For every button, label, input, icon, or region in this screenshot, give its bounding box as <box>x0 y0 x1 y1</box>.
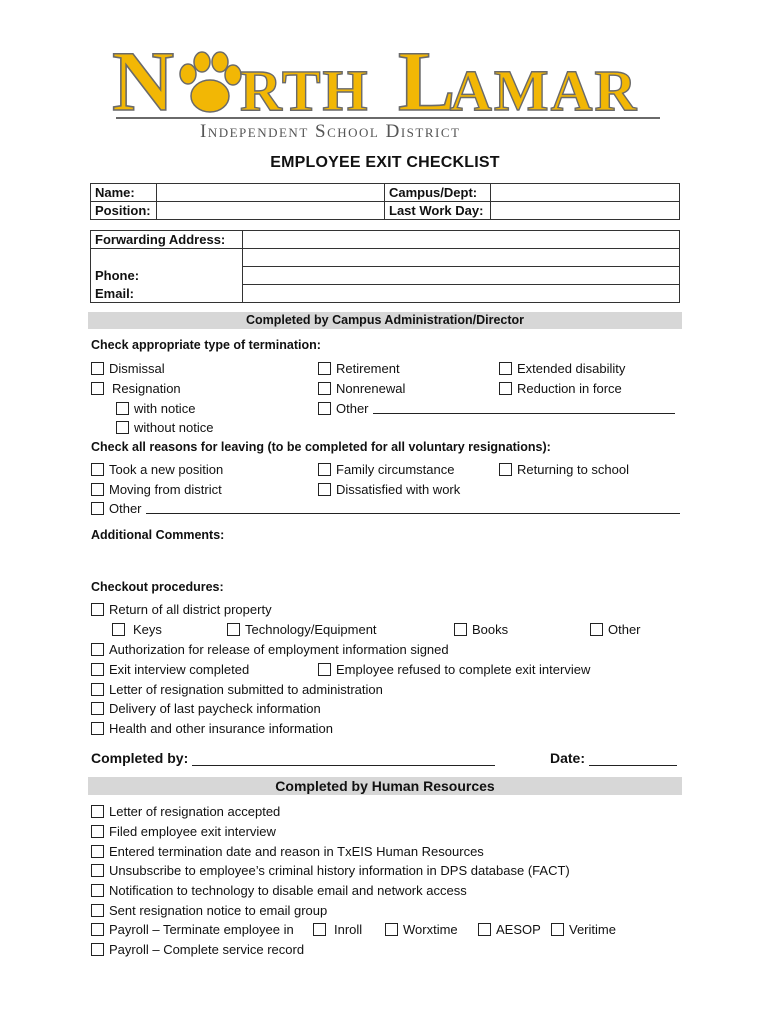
option-authorization[interactable] <box>91 642 449 657</box>
checkbox[interactable] <box>499 382 512 395</box>
option-label: Other <box>336 401 369 416</box>
checkbox[interactable] <box>112 623 125 636</box>
option-technology[interactable] <box>227 622 377 637</box>
checkbox[interactable] <box>551 923 564 936</box>
section-campus-admin: Completed by Campus Administration/Director <box>88 312 682 329</box>
completed-by <box>91 750 495 766</box>
checkbox[interactable] <box>91 702 104 715</box>
option-refused-interview[interactable] <box>318 662 590 677</box>
position-label: Position: <box>91 202 157 220</box>
district-logo <box>108 38 668 142</box>
option-label: Return of all district property <box>109 602 272 617</box>
option-label: Filed employee exit interview <box>109 824 276 839</box>
campus-label: Campus/Dept: <box>385 184 491 202</box>
option-new-position[interactable] <box>91 462 223 477</box>
completed-by-line[interactable] <box>192 753 495 766</box>
option-letter-accepted[interactable] <box>91 804 280 819</box>
checkbox[interactable] <box>499 463 512 476</box>
checkbox[interactable] <box>499 362 512 375</box>
checkbox[interactable] <box>91 864 104 877</box>
option-label: Keys <box>133 622 162 637</box>
option-nonrenewal[interactable] <box>318 381 405 396</box>
option-label: Returning to school <box>517 462 630 477</box>
option-label: Books <box>472 622 509 637</box>
checkbox[interactable] <box>91 463 104 476</box>
checkbox[interactable] <box>91 643 104 656</box>
checkbox[interactable] <box>91 483 104 496</box>
option-payroll-complete[interactable] <box>91 942 304 957</box>
option-label: Dissatisfied with work <box>336 482 461 497</box>
contact-info-table <box>90 230 680 303</box>
checkbox[interactable] <box>478 923 491 936</box>
checkbox[interactable] <box>116 421 129 434</box>
option-label: Letter of resignation accepted <box>109 804 281 819</box>
option-worxtime[interactable] <box>385 922 458 937</box>
checkbox[interactable] <box>385 923 398 936</box>
date-label: Date: <box>550 750 586 766</box>
option-resignation[interactable] <box>91 381 181 396</box>
checkbox[interactable] <box>227 623 240 636</box>
option-label: Payroll – Complete service record <box>109 942 305 957</box>
checkbox[interactable] <box>318 483 331 496</box>
option-label: Reduction in force <box>517 381 622 396</box>
checkbox[interactable] <box>318 402 331 415</box>
other-termination-line[interactable] <box>373 403 675 414</box>
forwarding-field[interactable] <box>243 231 680 249</box>
option-reduction-in-force[interactable] <box>499 381 622 396</box>
option-label: Retirement <box>336 361 400 376</box>
option-other-property[interactable] <box>590 622 641 637</box>
option-unsubscribe-dps[interactable] <box>91 863 570 878</box>
checkbox[interactable] <box>454 623 467 636</box>
option-last-paycheck[interactable] <box>91 701 321 716</box>
checkbox[interactable] <box>318 663 331 676</box>
reasons-heading: Check all reasons for leaving (to be completed for all voluntary resignations): <box>91 440 551 454</box>
option-label: Authorization for release of employment information signed <box>109 642 449 657</box>
name-label: Name: <box>91 184 157 202</box>
option-filed-interview[interactable] <box>91 824 276 839</box>
checkbox[interactable] <box>313 923 326 936</box>
option-entered-txeis[interactable] <box>91 844 484 859</box>
date <box>550 750 677 766</box>
checkbox[interactable] <box>91 884 104 897</box>
email-label: Email: <box>91 285 243 303</box>
campus-field[interactable] <box>491 184 680 202</box>
checkbox[interactable] <box>91 825 104 838</box>
option-label: Employee refused to complete exit interview <box>336 662 591 677</box>
checkout-heading: Checkout procedures: <box>91 580 224 594</box>
option-with-notice[interactable] <box>116 401 195 416</box>
phone-label: Phone: <box>91 267 243 285</box>
option-extended-disability[interactable] <box>499 361 625 376</box>
position-field[interactable] <box>157 202 385 220</box>
option-label: Dismissal <box>109 361 165 376</box>
option-letter-submitted[interactable] <box>91 682 383 697</box>
svg-text:AMAR: AMAR <box>450 58 639 123</box>
section-human-resources: Completed by Human Resources <box>88 777 682 795</box>
option-label: Worxtime <box>403 922 458 937</box>
option-keys[interactable] <box>112 622 162 637</box>
option-label: Entered termination date and reason in TxEIS Human Resources <box>109 844 484 859</box>
option-inroll[interactable] <box>313 922 362 937</box>
completed-by-label: Completed by: <box>91 750 189 766</box>
checkbox[interactable] <box>318 382 331 395</box>
last-day-label: Last Work Day: <box>385 202 491 220</box>
option-label: Took a new position <box>109 462 224 477</box>
option-label: Moving from district <box>109 482 222 497</box>
option-label: without notice <box>134 420 214 435</box>
option-notify-technology[interactable] <box>91 883 467 898</box>
phone-field[interactable] <box>243 267 680 285</box>
option-dismissal[interactable] <box>91 361 165 376</box>
option-family-circumstance[interactable] <box>318 462 454 477</box>
option-insurance[interactable] <box>91 721 333 736</box>
option-label: Nonrenewal <box>336 381 406 396</box>
option-label: Exit interview completed <box>109 662 250 677</box>
option-label: Family circumstance <box>336 462 455 477</box>
email-field[interactable] <box>243 285 680 303</box>
option-label: Delivery of last paycheck information <box>109 701 321 716</box>
option-payroll-terminate[interactable] <box>91 922 294 937</box>
option-label: Other <box>109 501 142 516</box>
option-label: Veritime <box>569 922 616 937</box>
option-other-termination[interactable] <box>318 401 675 416</box>
date-line[interactable] <box>589 753 677 766</box>
option-aesop[interactable] <box>478 922 541 937</box>
option-label: with notice <box>134 401 196 416</box>
svg-text:L: L <box>398 38 456 129</box>
checkbox[interactable] <box>91 722 104 735</box>
option-label: Letter of resignation submitted to administration <box>109 682 383 697</box>
district-subtitle: Independent School District <box>200 121 461 142</box>
comments-heading: Additional Comments: <box>91 528 225 542</box>
option-label: Health and other insurance information <box>109 721 334 736</box>
paw-print-icon <box>180 52 241 112</box>
option-label: Notification to technology to disable email and network access <box>109 883 467 898</box>
employee-info-table <box>90 183 680 220</box>
svg-text:RTH: RTH <box>240 58 370 123</box>
option-return-property[interactable] <box>91 602 272 617</box>
checkbox[interactable] <box>318 362 331 375</box>
termination-heading: Check appropriate type of termination: <box>91 338 321 352</box>
option-veritime[interactable] <box>551 922 616 937</box>
checkbox[interactable] <box>91 943 104 956</box>
option-label: Resignation <box>112 381 181 396</box>
checkbox[interactable] <box>91 805 104 818</box>
option-label: Technology/Equipment <box>245 622 377 637</box>
last-day-field[interactable] <box>491 202 680 220</box>
checkbox[interactable] <box>91 362 104 375</box>
checkbox[interactable] <box>91 845 104 858</box>
option-label: Payroll – Terminate employee in <box>109 922 294 937</box>
checkbox[interactable] <box>91 923 104 936</box>
checkbox[interactable] <box>91 683 104 696</box>
checkbox[interactable] <box>91 603 104 616</box>
forwarding-field-2[interactable] <box>243 249 680 267</box>
checkbox[interactable] <box>91 382 104 395</box>
option-returning-to-school[interactable] <box>499 462 629 477</box>
option-sent-notice[interactable] <box>91 903 327 918</box>
checkbox[interactable] <box>91 904 104 917</box>
option-books[interactable] <box>454 622 508 637</box>
option-moving[interactable] <box>91 482 222 497</box>
checkbox[interactable] <box>590 623 603 636</box>
option-label: Unsubscribe to employee’s criminal history information in DPS database (FACT) <box>109 863 570 878</box>
option-label: Inroll <box>334 922 363 937</box>
checkbox[interactable] <box>318 463 331 476</box>
svg-text:N: N <box>112 38 175 129</box>
checkbox[interactable] <box>116 402 129 415</box>
other-reason-line[interactable] <box>146 503 680 514</box>
forwarding-label: Forwarding Address: <box>91 231 243 249</box>
option-exit-interview[interactable] <box>91 662 249 677</box>
option-label: Extended disability <box>517 361 626 376</box>
option-label: Sent resignation notice to email group <box>109 903 328 918</box>
page-title: EMPLOYEE EXIT CHECKLIST <box>270 154 500 171</box>
option-label: Other <box>608 622 641 637</box>
option-without-notice[interactable] <box>116 420 214 435</box>
name-field[interactable] <box>157 184 385 202</box>
option-label: AESOP <box>496 922 541 937</box>
option-retirement[interactable] <box>318 361 400 376</box>
checkbox[interactable] <box>91 663 104 676</box>
checkbox[interactable] <box>91 502 104 515</box>
option-other-reason[interactable] <box>91 501 680 516</box>
option-dissatisfied[interactable] <box>318 482 460 497</box>
